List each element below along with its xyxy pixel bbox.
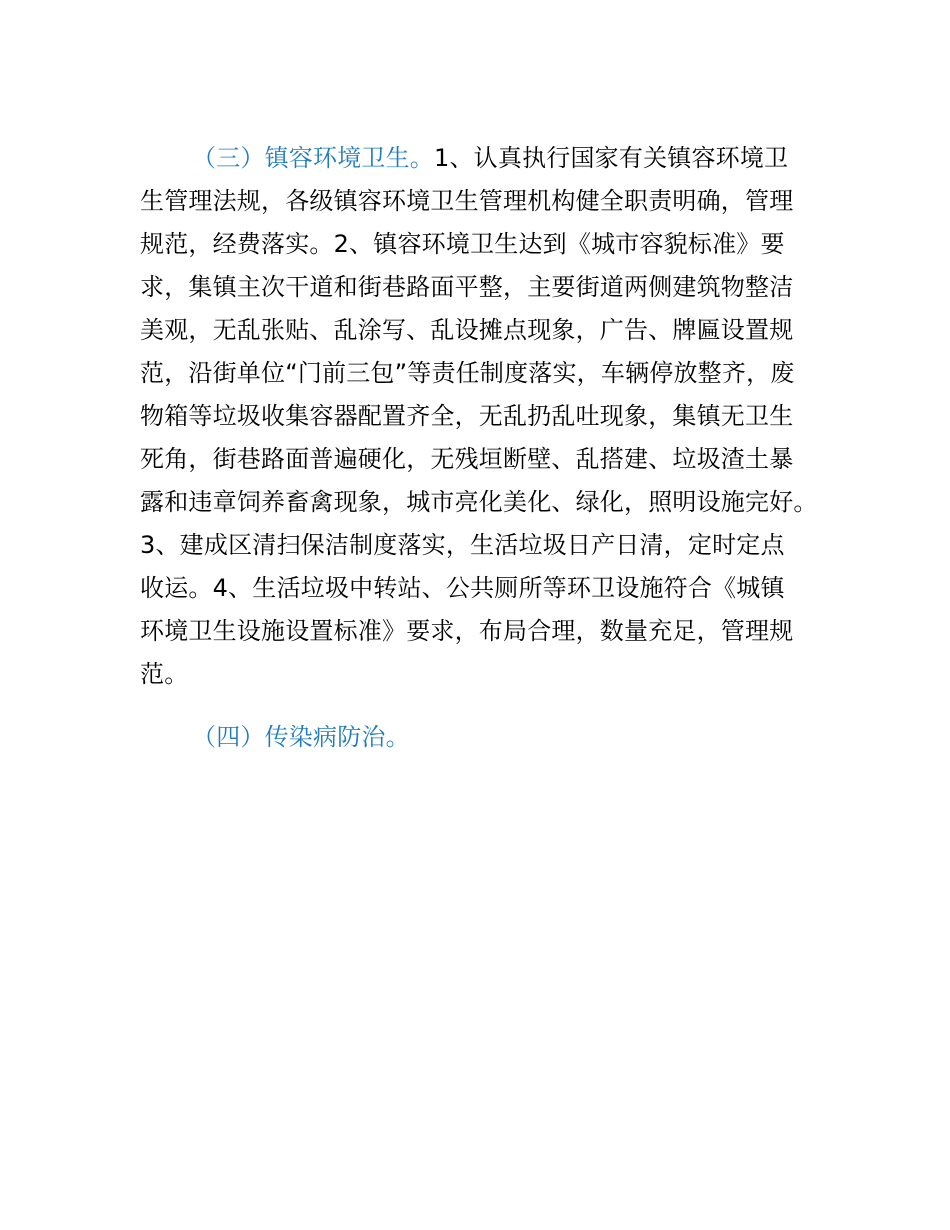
paragraph-line [140, 137, 820, 180]
paragraph-line: 露和违章饲养畜禽现象，城市亮化美化、绿化，照明设施完好。 [140, 488, 818, 516]
paragraph-line: 规范，经费落实。2、镇容环境卫生达到《城市容貌标准》要 [140, 230, 785, 258]
paragraph-line: 3、建成区清扫保洁制度落实，生活垃圾日产日清，定时定点 [140, 531, 785, 559]
paragraph-line: 生管理法规，各级镇容环境卫生管理机构健全职责明确，管理 [140, 187, 794, 215]
paragraph-line: 环境卫生设施设置标准》要求，布局合理，数量充足，管理规 [140, 617, 794, 645]
paragraph-line: 美观，无乱张贴、乱涂写、乱设摊点现象，广告、牌匾设置规 [140, 316, 794, 344]
section-4-paragraph [140, 716, 820, 759]
paragraph-line: 求，集镇主次干道和街巷路面平整，主要街道两侧建筑物整洁 [140, 273, 794, 301]
paragraph-line: 收运。4、生活垃圾中转站、公共厕所等环卫设施符合《城镇 [140, 574, 785, 602]
section-3-heading: （三）镇容环境卫生。 [192, 144, 434, 172]
section-3-paragraph [140, 137, 820, 696]
section-3-text: 1、认真执行国家有关镇容环境卫 [434, 144, 789, 172]
paragraph-line: 范，沿街单位“门前三包”等责任制度落实，车辆停放整齐，废 [140, 359, 795, 387]
paragraph-line: 死角，街巷路面普遍硬化，无残垣断壁、乱搭建、垃圾渣土暴 [140, 445, 794, 473]
section-4-heading: （四）传染病防治。 [192, 723, 410, 751]
paragraph-line: 物箱等垃圾收集容器配置齐全，无乱扔乱吐现象，集镇无卫生 [140, 402, 794, 430]
paragraph-line: 范。 [140, 660, 189, 688]
